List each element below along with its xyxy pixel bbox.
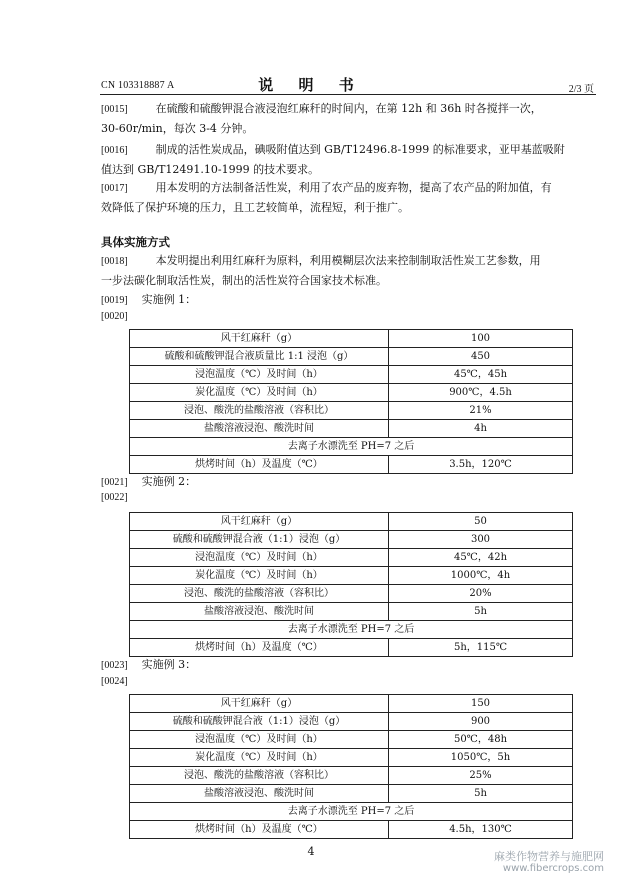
cell-value: 50 xyxy=(389,513,573,531)
cell-value: 5h xyxy=(389,785,573,803)
table-row xyxy=(130,785,573,803)
paragraph-0016 xyxy=(101,140,593,179)
para-line: 30-60r/min，每次 3-4 分钟。 xyxy=(101,122,254,135)
cell-value: 21% xyxy=(389,402,573,420)
doc-title: 说 明 书 xyxy=(258,76,364,94)
cell-label: 硫酸和硫酸钾混合液（1:1）浸泡（g） xyxy=(130,713,389,731)
para-number: [0018] xyxy=(101,256,128,267)
para-line: 在硫酸和硫酸钾混合液浸泡红麻秆的时间内，在第 12h 和 36h 时各搅拌一次， xyxy=(127,102,542,115)
table-row xyxy=(130,402,573,420)
cell-merged: 去离子水漂洗至 PH=7 之后 xyxy=(130,621,573,639)
cell-label: 硫酸和硫酸钾混合液质量比 1:1 浸泡（g） xyxy=(130,348,389,366)
para-number: [0019] xyxy=(101,295,128,306)
paragraph-0017 xyxy=(101,178,593,217)
cell-value: 25% xyxy=(389,767,573,785)
table-row xyxy=(130,348,573,366)
example-label: 实施例 3： xyxy=(127,658,197,671)
para-line: 制成的活性炭成品，碘吸附值达到 GB/T12496.8-1999 的标准要求，亚甲基蓝吸附 xyxy=(127,143,565,156)
table-row xyxy=(130,384,573,402)
example-label: 实施例 1： xyxy=(127,293,197,306)
example-3-heading xyxy=(101,655,593,675)
table-row xyxy=(130,803,573,821)
cell-label: 浸泡、酸洗的盐酸溶液（容积比） xyxy=(130,585,389,603)
cell-label: 浸泡、酸洗的盐酸溶液（容积比） xyxy=(130,402,389,420)
cell-value: 45℃，42h xyxy=(389,549,573,567)
header-rule xyxy=(100,94,596,95)
cell-merged: 去离子水漂洗至 PH=7 之后 xyxy=(130,803,573,821)
table-row xyxy=(130,767,573,785)
cell-value: 5h xyxy=(389,603,573,621)
cell-value: 450 xyxy=(389,348,573,366)
cell-label: 烘烤时间（h）及温度（℃） xyxy=(130,456,389,474)
cell-value: 5h，115℃ xyxy=(389,639,573,657)
cell-label: 炭化温度（℃）及时间（h） xyxy=(130,749,389,767)
cell-value: 50℃，48h xyxy=(389,731,573,749)
table-row xyxy=(130,639,573,657)
table-row xyxy=(130,621,573,639)
cell-label: 浸泡温度（℃）及时间（h） xyxy=(130,366,389,384)
para-number: [0017] xyxy=(101,183,128,194)
para-line: 用本发明的方法制备活性炭，利用了农产品的废弃物，提高了农产品的附加值，有 xyxy=(127,181,552,194)
table-row xyxy=(130,366,573,384)
cell-value: 300 xyxy=(389,531,573,549)
patent-number: CN 103318887 A xyxy=(101,80,175,91)
page-number: 4 xyxy=(307,845,315,858)
cell-label: 炭化温度（℃）及时间（h） xyxy=(130,567,389,585)
table-row xyxy=(130,713,573,731)
para-number: [0021] xyxy=(101,477,128,488)
table-row xyxy=(130,549,573,567)
table-row xyxy=(130,531,573,549)
paragraph-0018 xyxy=(101,251,593,290)
cell-label: 盐酸溶液浸泡、酸洗时间 xyxy=(130,785,389,803)
table-row xyxy=(130,821,573,839)
cell-label: 盐酸溶液浸泡、酸洗时间 xyxy=(130,420,389,438)
cell-merged: 去离子水漂洗至 PH=7 之后 xyxy=(130,438,573,456)
table-row xyxy=(130,330,573,348)
page-ref: 2/3 页 xyxy=(568,84,594,95)
table-row xyxy=(130,420,573,438)
cell-label: 风干红麻秆（g） xyxy=(130,695,389,713)
table-row xyxy=(130,456,573,474)
table-example-3 xyxy=(129,694,573,839)
cell-value: 100 xyxy=(389,330,573,348)
table-row xyxy=(130,567,573,585)
table-row xyxy=(130,603,573,621)
table-number: [0020] xyxy=(101,311,128,322)
para-line: 值达到 GB/T12491.10-1999 的技术要求。 xyxy=(101,163,320,176)
table-example-2 xyxy=(129,512,573,657)
cell-value: 4h xyxy=(389,420,573,438)
cell-value: 900℃，4.5h xyxy=(389,384,573,402)
cell-label: 浸泡温度（℃）及时间（h） xyxy=(130,549,389,567)
cell-value: 20% xyxy=(389,585,573,603)
table-number: [0022] xyxy=(101,492,128,503)
table-row xyxy=(130,749,573,767)
example-1-heading xyxy=(101,290,593,310)
cell-label: 硫酸和硫酸钾混合液（1:1）浸泡（g） xyxy=(130,531,389,549)
para-line: 效降低了保护环境的压力，且工艺较简单，流程短，利于推广。 xyxy=(101,201,409,214)
cell-value: 150 xyxy=(389,695,573,713)
cell-value: 1050℃，5h xyxy=(389,749,573,767)
watermark-title: 麻类作物营养与施肥网 xyxy=(494,850,604,863)
cell-label: 浸泡温度（℃）及时间（h） xyxy=(130,731,389,749)
cell-label: 浸泡、酸洗的盐酸溶液（容积比） xyxy=(130,767,389,785)
table-row xyxy=(130,731,573,749)
paragraph-0015 xyxy=(101,99,593,138)
table-row xyxy=(130,585,573,603)
cell-label: 炭化温度（℃）及时间（h） xyxy=(130,384,389,402)
cell-value: 4.5h，130℃ xyxy=(389,821,573,839)
example-label: 实施例 2： xyxy=(127,475,197,488)
example-2-heading xyxy=(101,472,593,492)
para-line: 本发明提出利用红麻秆为原料，利用模糊层次法来控制制取活性炭工艺参数，用 xyxy=(127,254,541,267)
para-number: [0015] xyxy=(101,104,128,115)
table-number: [0024] xyxy=(101,676,128,687)
table-row xyxy=(130,695,573,713)
cell-label: 风干红麻秆（g） xyxy=(130,330,389,348)
cell-label: 烘烤时间（h）及温度（℃） xyxy=(130,821,389,839)
para-line: 一步法碳化制取活性炭，制出的活性炭符合国家技术标准。 xyxy=(101,274,387,287)
cell-value: 900 xyxy=(389,713,573,731)
para-number: [0016] xyxy=(101,145,128,156)
watermark-url: www.fibercrops.com xyxy=(502,863,604,874)
table-row xyxy=(130,438,573,456)
section-title: 具体实施方式 xyxy=(101,235,170,249)
cell-label: 盐酸溶液浸泡、酸洗时间 xyxy=(130,603,389,621)
para-number: [0023] xyxy=(101,660,128,671)
cell-value: 1000℃，4h xyxy=(389,567,573,585)
cell-value: 45℃，45h xyxy=(389,366,573,384)
cell-label: 风干红麻秆（g） xyxy=(130,513,389,531)
table-example-1 xyxy=(129,329,573,474)
cell-value: 3.5h，120℃ xyxy=(389,456,573,474)
cell-label: 烘烤时间（h）及温度（℃） xyxy=(130,639,389,657)
table-row xyxy=(130,513,573,531)
